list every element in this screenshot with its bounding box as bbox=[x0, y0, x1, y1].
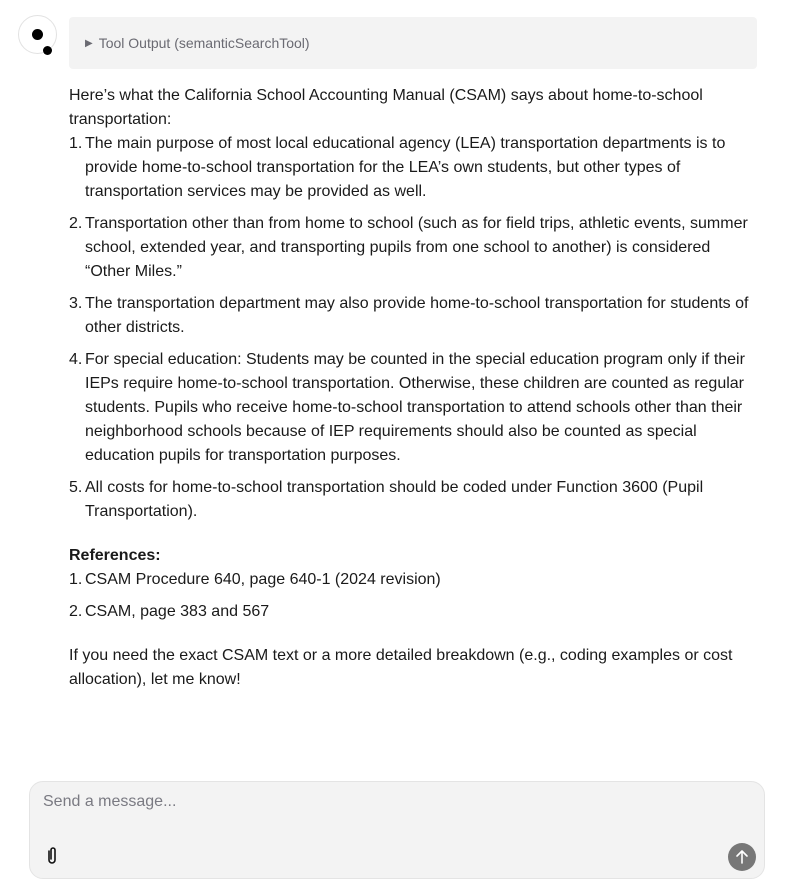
tool-output-label: Tool Output (semanticSearchTool) bbox=[98, 35, 310, 51]
list-item: 2. Transportation other than from home to school (such as for field trips, athletic events, summer school, extended year, and transporting pupils from one school to another) is considered “Other Miles.” bbox=[69, 215, 748, 280]
arrow-up-icon bbox=[735, 849, 749, 865]
main-list bbox=[69, 132, 759, 524]
list-item: 5. All costs for home-to-school transportation should be coded under Function 3600 (Pupil Transportation). bbox=[69, 479, 704, 520]
message-intro: Here’s what the California School Accounting Manual (CSAM) says about home-to-school transportation: bbox=[69, 87, 703, 128]
message-input[interactable]: Send a message... bbox=[43, 793, 177, 810]
assistant-message bbox=[69, 84, 759, 692]
reference-item: 2. CSAM, page 383 and 567 bbox=[69, 603, 270, 620]
assistant-logo-dot bbox=[43, 46, 52, 55]
expand-triangle-icon: ▶ bbox=[85, 37, 93, 49]
assistant-avatar bbox=[18, 15, 57, 54]
list-item: 3. The transportation department may also provide home-to-school transportation for students of other districts. bbox=[69, 295, 749, 336]
references-list bbox=[69, 568, 759, 624]
message-outro: If you need the exact CSAM text or a more detailed breakdown (e.g., coding examples or cost allocation), let me know! bbox=[69, 647, 733, 688]
list-item: 4. For special education: Students may be counted in the special education program only if their IEPs require home-to-school transportation. Otherwise, these children are counted as regular students. Pupils who receive home-to-school transportation to attend schools other than their neighborhood schools because of IEP requirements should also be counted as special education pupils for transportation purposes. bbox=[69, 351, 745, 464]
reference-item: 1. CSAM Procedure 640, page 640-1 (2024 revision) bbox=[69, 571, 441, 588]
paperclip-icon[interactable] bbox=[45, 846, 59, 866]
references-heading: References: bbox=[69, 547, 161, 564]
assistant-logo-icon bbox=[32, 29, 43, 40]
message-composer[interactable] bbox=[29, 781, 765, 879]
list-item: 1. The main purpose of most local educational agency (LEA) transportation departments is to provide home-to-school transportation for the LEA’s own students, but other types of transportation services may be provided as well. bbox=[69, 135, 726, 200]
send-button[interactable] bbox=[728, 843, 756, 871]
tool-output-toggle[interactable] bbox=[69, 17, 757, 69]
